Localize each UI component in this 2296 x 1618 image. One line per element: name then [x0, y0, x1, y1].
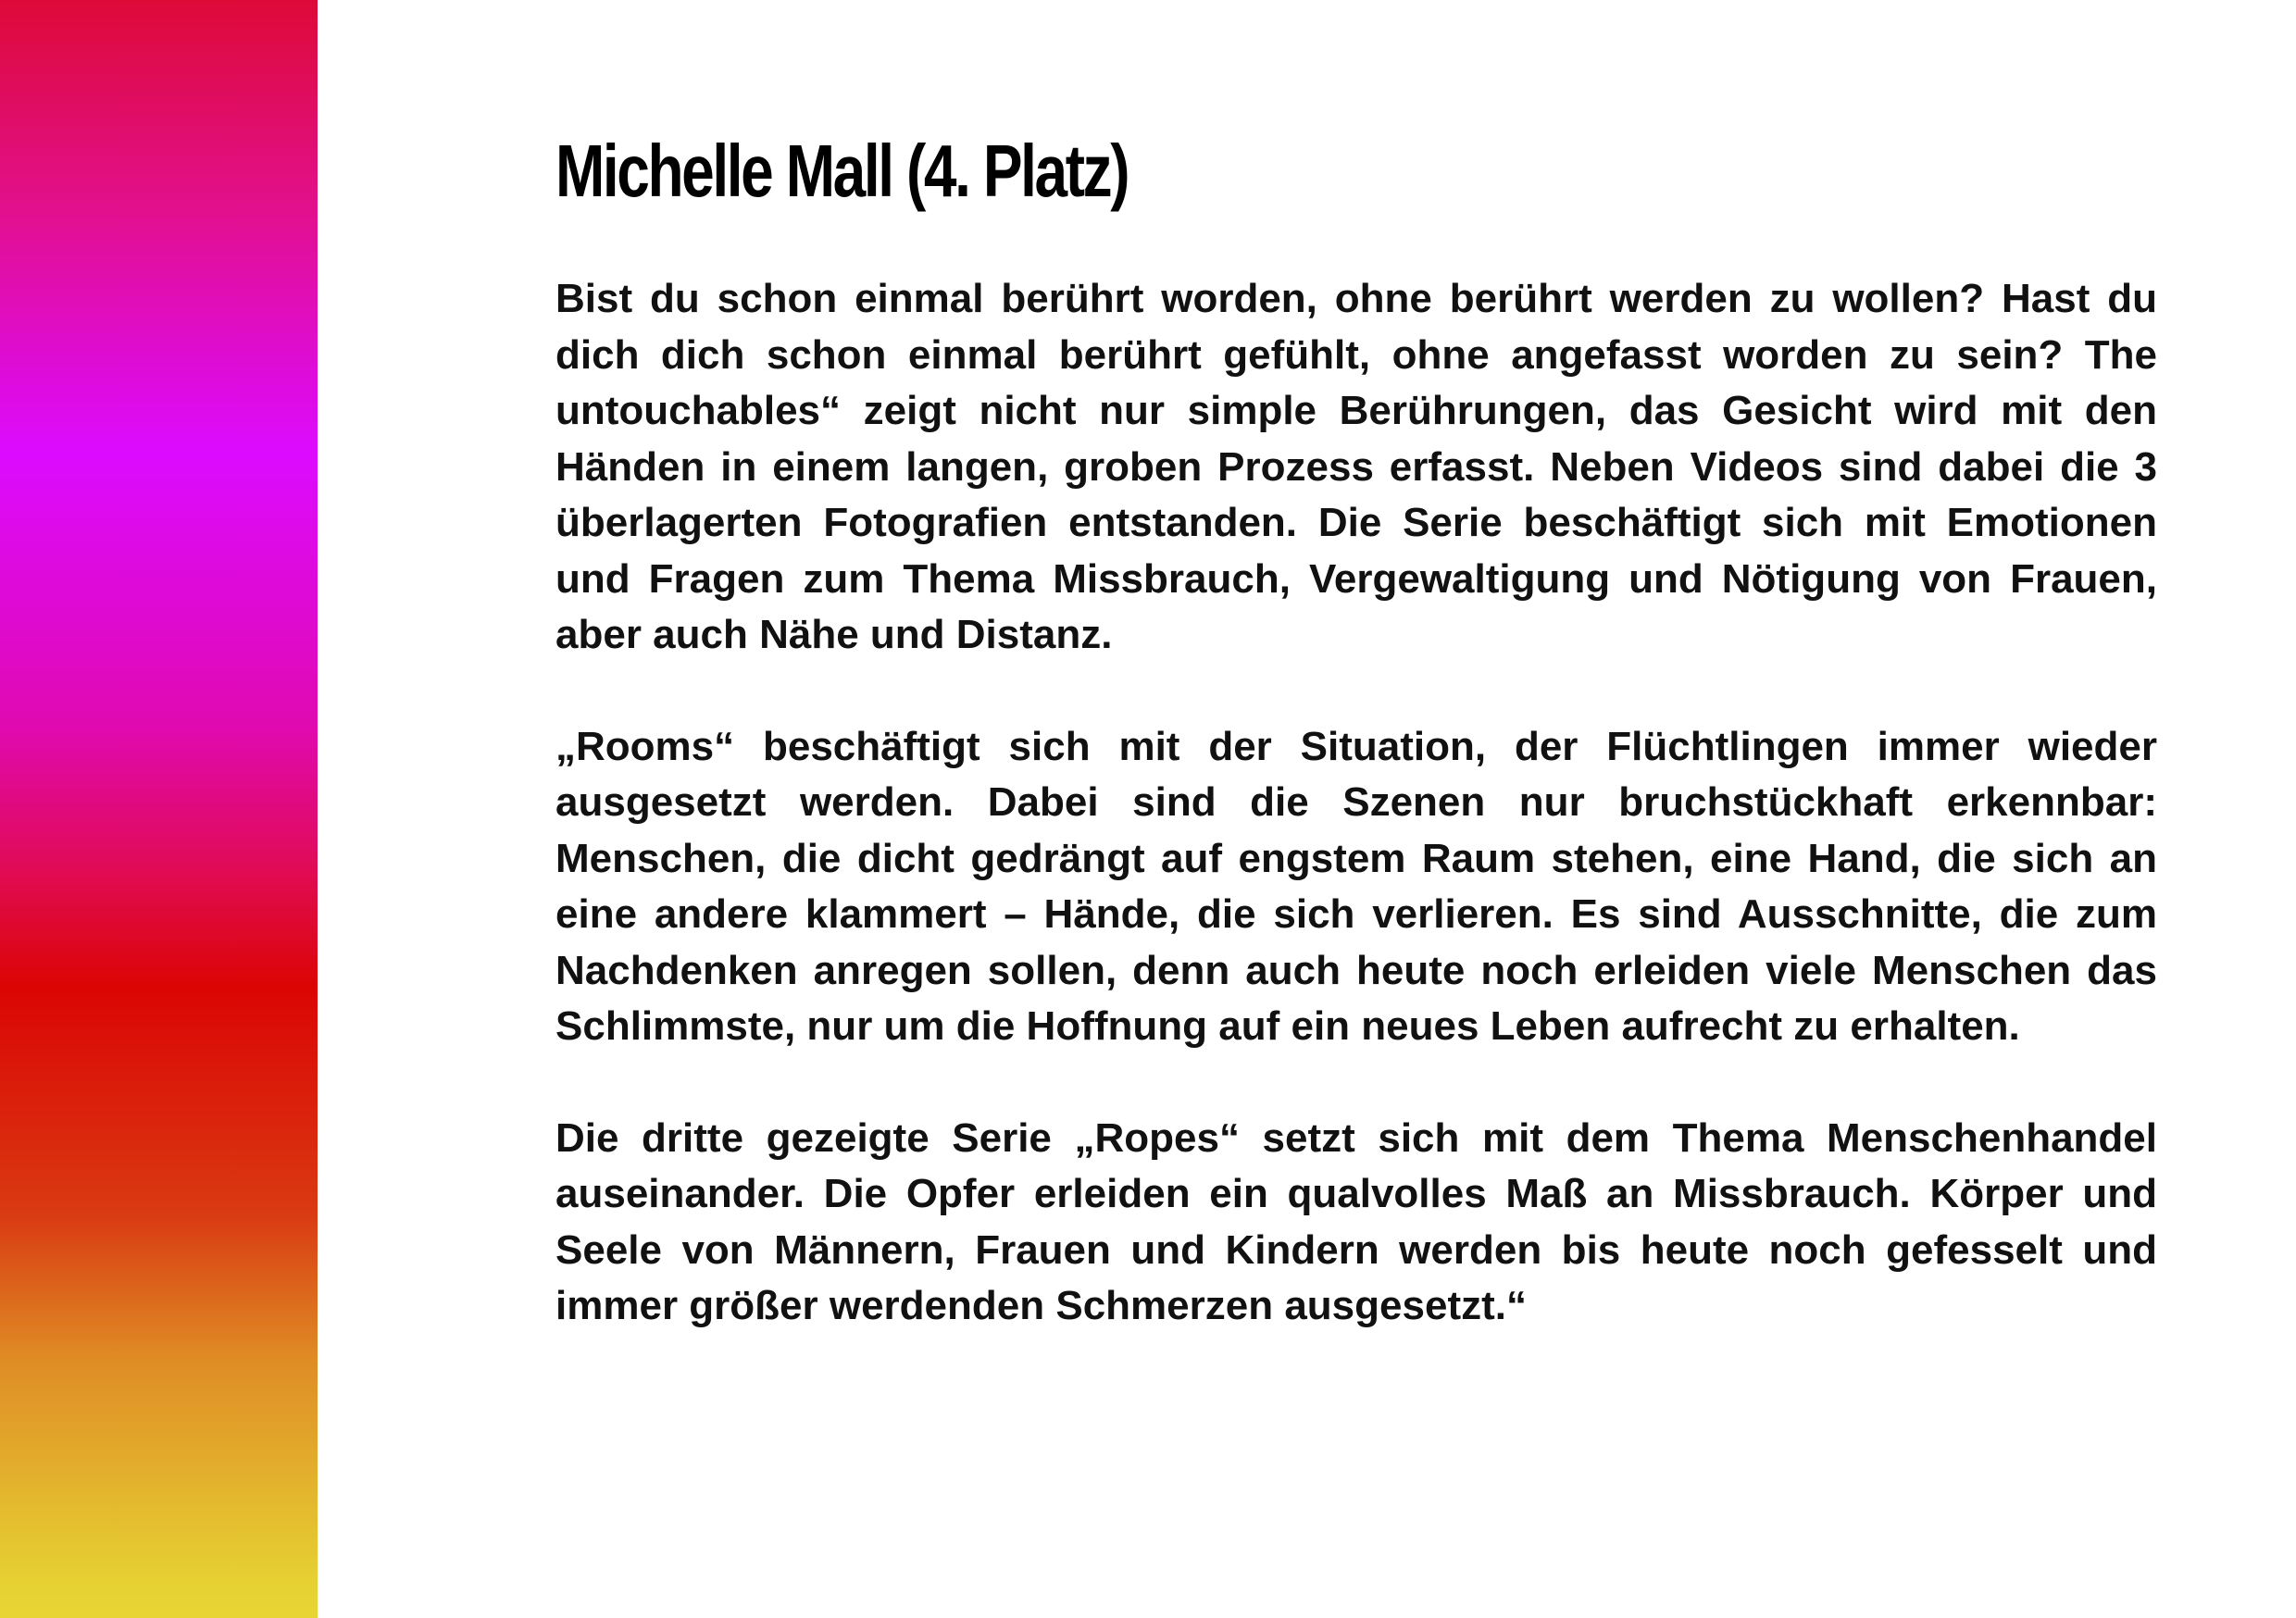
main-content: [555, 120, 2157, 1335]
paragraph-rooms: „Rooms“ beschäftigt sich mit der Situation, der Flüchtlingen immer wieder ausgesetzt werden. Dabei sind die Szenen nur bruchstückhaft erkennbar: Menschen, die dicht gedrängt auf engstem Raum stehen, eine Hand, die sich an eine andere klammert – Hände, die sich verlieren. Es sind Ausschnitte, die zum Nachdenken anregen sollen, denn auch heute noch erleiden viele Menschen das Schlimmste, nur um die Hoffnung auf ein neues Leben aufrecht zu erhalten.: [555, 723, 2157, 1049]
decorative-gradient-bar: [0, 0, 318, 1618]
page-title: Michelle Mall (4. Platz): [555, 130, 1129, 212]
paragraph-ropes: Die dritte gezeigte Serie „Ropes“ setzt sich mit dem Thema Menschenhandel auseinander. Die Opfer erleiden ein qualvolles Maß an Missbrauch. Körper und Seele von Männern, Frauen und Kindern werden bis heute noch gefesselt und immer größer werdenden Schmerzen ausgesetzt.“: [555, 1114, 2157, 1328]
paragraph-untouchables: Bist du schon einmal berührt worden, ohne berührt werden zu wollen? Hast du dich dich schon einmal berührt gefühlt, ohne angefasst worden zu sein? The untouchables“ zeigt nicht nur simple Berührungen, das Gesicht wird mit den Händen in einem langen, groben Prozess erfasst. Neben Videos sind dabei die 3 überlagerten Fotografien entstanden. Die Serie beschäftigt sich mit Emotionen und Fragen zum Thema Missbrauch, Vergewaltigung und Nötigung von Frauen, aber auch Nähe und Distanz.: [555, 276, 2157, 657]
